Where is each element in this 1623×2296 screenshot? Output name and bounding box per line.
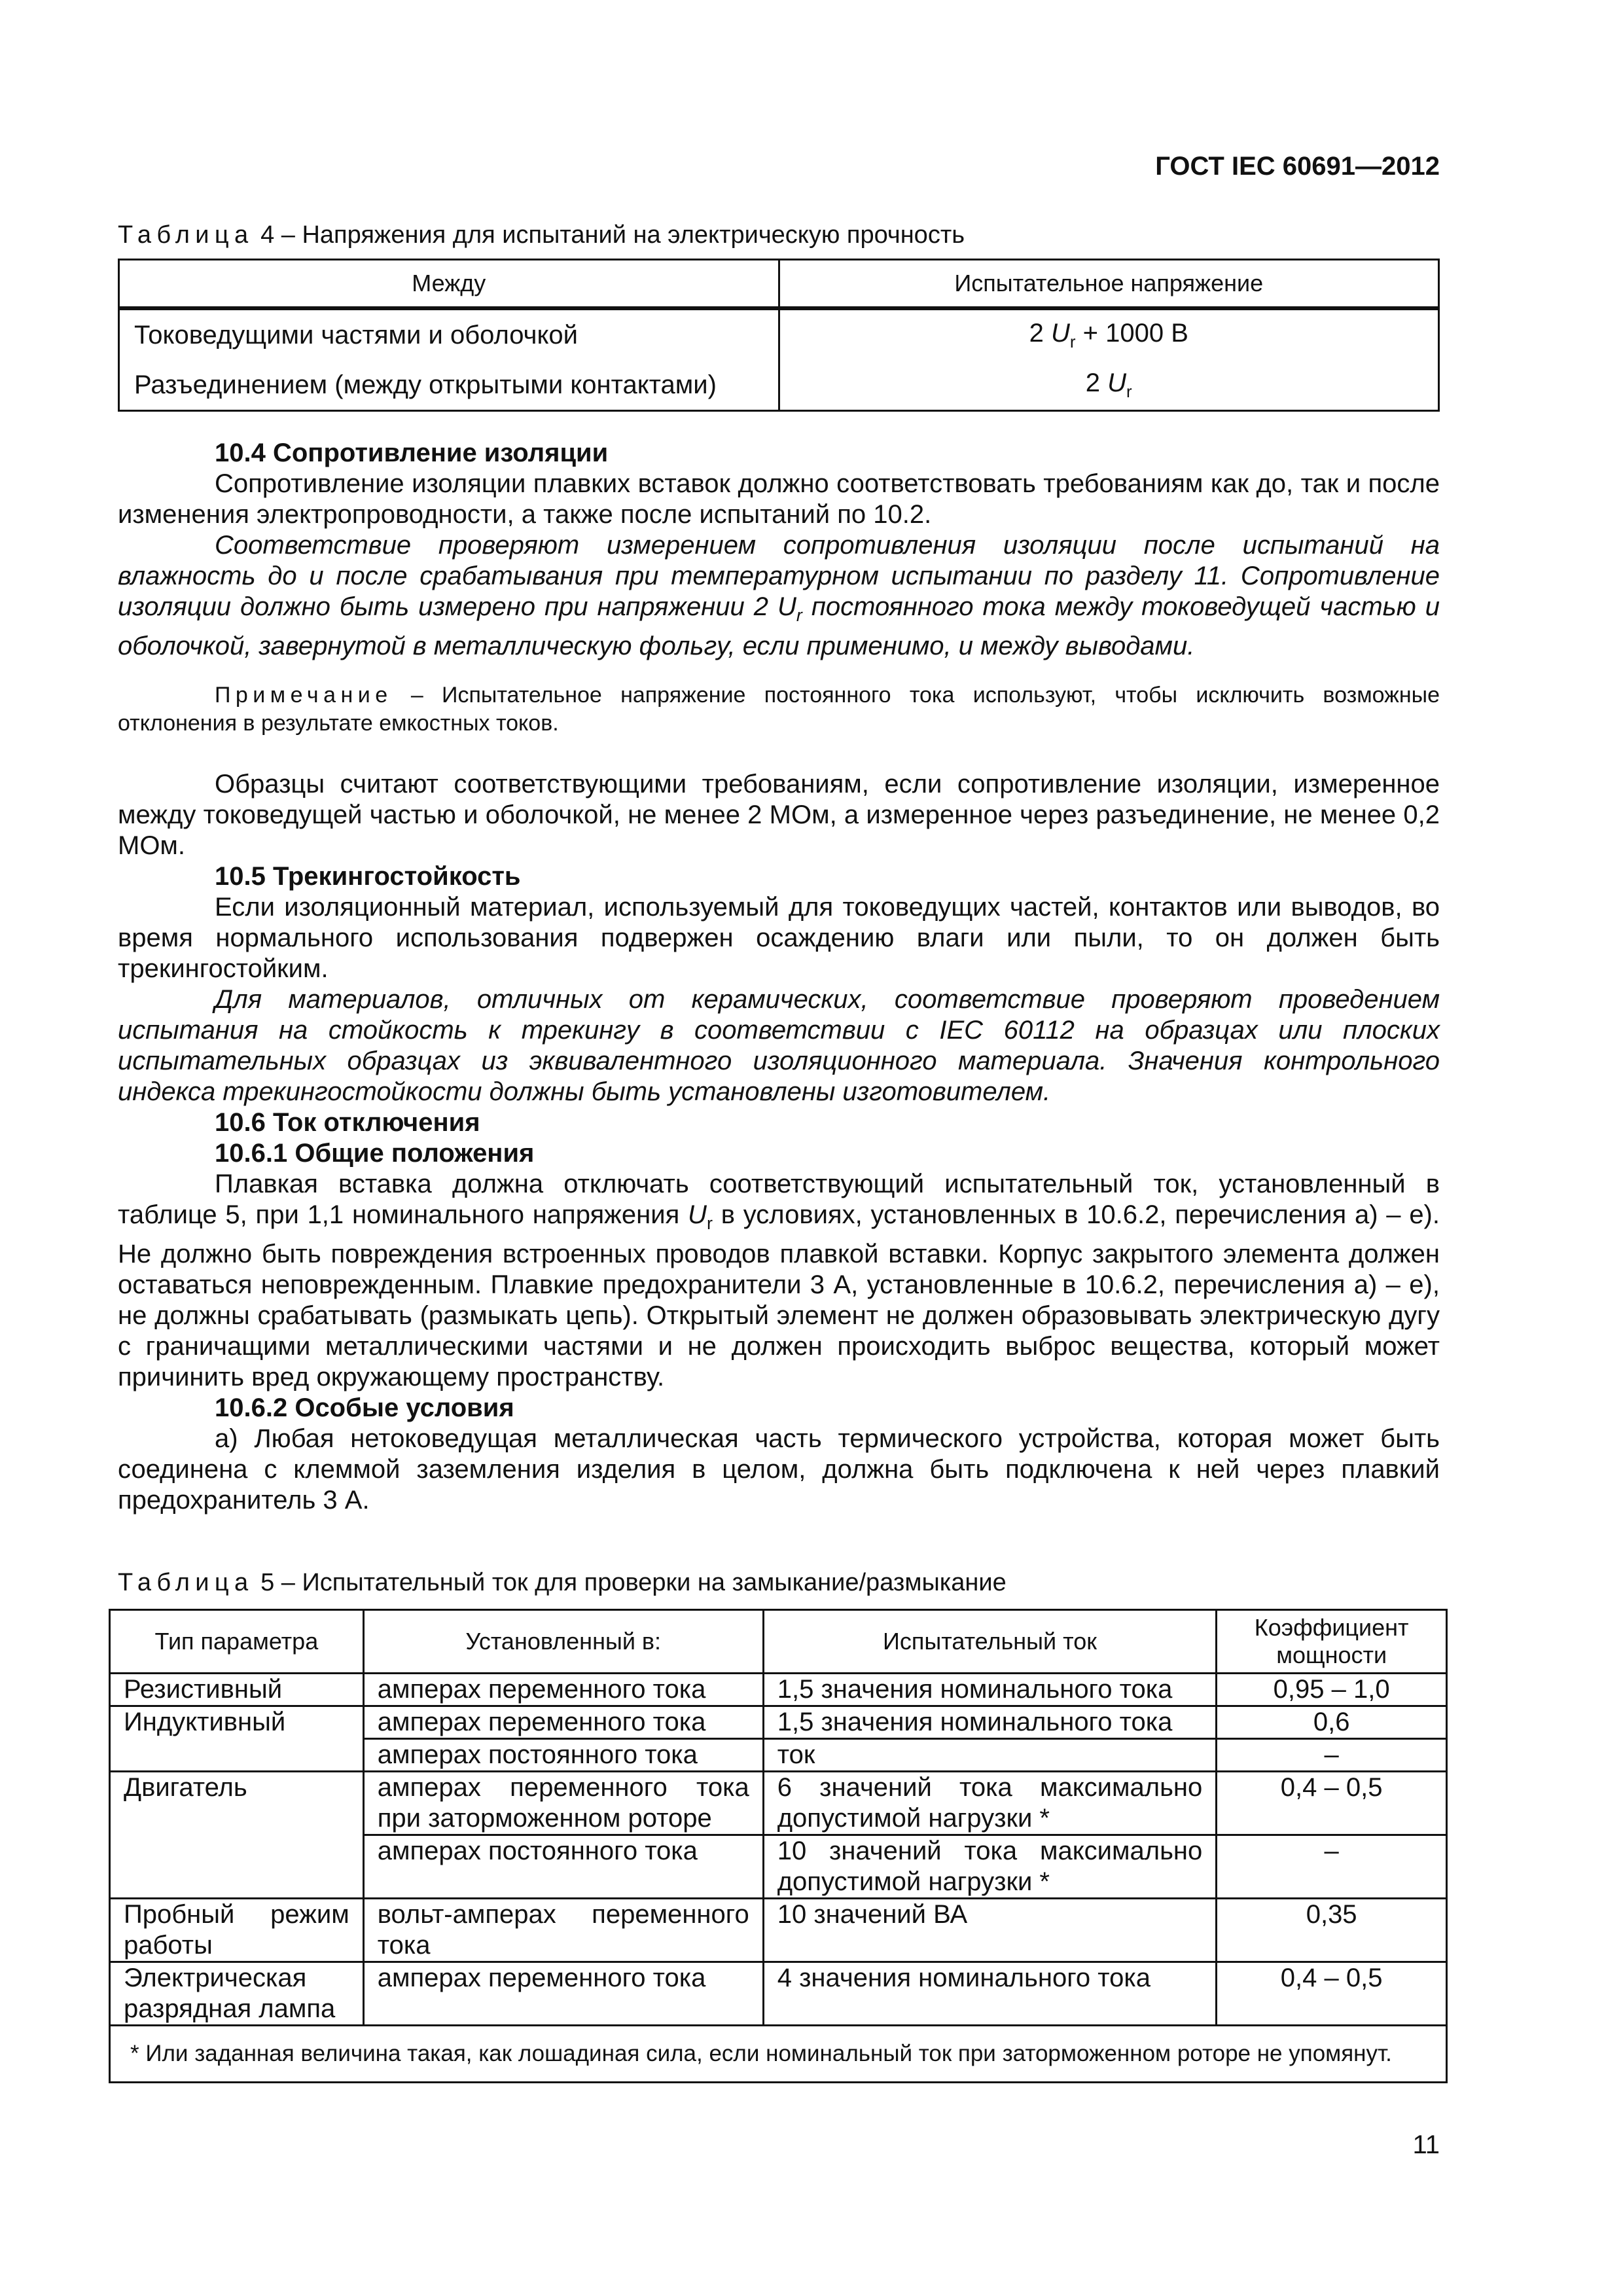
table4-cell-between: Токоведущими частями и оболочкой bbox=[119, 308, 779, 360]
table5-col-unit: Установленный в: bbox=[363, 1610, 763, 1674]
section-10-4-note: Примечание – Испытательное напряжение постоянного тока используют, чтобы исключить возможные отклонения в результате емкостных токов. bbox=[118, 683, 1440, 736]
table5-cell-current: 6 значений тока максимально допустимой нагрузки * bbox=[763, 1772, 1217, 1835]
section-10-6-2-paragraph: а) Любая нетоковедущая металлическая часть термического устройства, которая может быть соединена с клеммой заземления изделия в целом, должна быть подключена к ней через плавкий предохранитель 3 А. bbox=[118, 1424, 1440, 1515]
table4-cell-voltage: 2 $U_r + 1000$ В bbox=[779, 308, 1438, 360]
table5-col-current: Испытательный ток bbox=[763, 1610, 1217, 1674]
table5-caption bbox=[118, 1567, 1440, 1598]
section-10-6-1-paragraph: Плавкая вставка должна отключать соответствующий испытательный ток, установленный в таблице 5, при 1,1 номинального напряжения $U_r$ в условиях, установленных в 10.6.2, перечисления а) – е). Не должно быть повреждения встроенных проводов плавкой вставки. Корпус закрытого элемента должен оставаться неповрежденным. Плавкие предохранители 3 А, установленные в 10.6.2, перечисления а) – е), не должны срабатывать (размыкать цепь). Открытый элемент не должен образовывать электрическую дугу с граничащими металлическими частями и не должен происходить выброс вещества, который может причинить вред окружающему пространству. bbox=[118, 1170, 1440, 1391]
table4-caption bbox=[118, 219, 1440, 251]
document-id-header: ГОСТ IEC 60691—2012 bbox=[1155, 152, 1440, 181]
table5-cell-unit: амперах постоянного тока bbox=[363, 1835, 763, 1899]
table-row bbox=[119, 308, 1439, 360]
table-row bbox=[110, 1772, 1447, 1835]
table5-cell-unit: амперах переменного тока bbox=[363, 1674, 763, 1706]
table-row bbox=[110, 1706, 1447, 1739]
table-row bbox=[110, 1674, 1447, 1706]
table5-cell-pf: 0,4 – 0,5 bbox=[1217, 1772, 1447, 1835]
table5-cell-unit: амперах постоянного тока bbox=[363, 1739, 763, 1772]
table5-cell-current: 10 значений тока максимально допустимой нагрузки * bbox=[763, 1835, 1217, 1899]
table5-cell-current: 10 значений ВА bbox=[763, 1899, 1217, 1962]
table4-col-voltage: Испытательное напряжение bbox=[779, 260, 1438, 309]
table-row bbox=[110, 1835, 1447, 1899]
table5-cell-pf: 0,4 – 0,5 bbox=[1217, 1962, 1447, 2026]
section-10-6-title: 10.6 Ток отключения bbox=[215, 1108, 480, 1137]
section-10-5-paragraph: Если изоляционный материал, используемый для токоведущих частей, контактов или выводов, во время нормального использования подвержен осаждению влаги или пыли, то он должен быть трекингостойким. bbox=[118, 893, 1440, 983]
table-row bbox=[110, 1739, 1447, 1772]
table5-cell-pf: – bbox=[1217, 1739, 1447, 1772]
table5-cell-type: Двигатель bbox=[110, 1772, 364, 1835]
table5-footnote-row bbox=[110, 2026, 1447, 2083]
table5-cell-unit: амперах переменного тока bbox=[363, 1962, 763, 2026]
table5-cell-type: Резистивный bbox=[110, 1674, 364, 1706]
table5-cell-current: ток bbox=[763, 1739, 1217, 1772]
page-number: 11 bbox=[1412, 2130, 1440, 2159]
table4-cell-voltage: 2 $U_r$ bbox=[779, 360, 1438, 411]
table5-label: Таблица bbox=[118, 1569, 254, 1596]
table5-cell-unit: амперах переменного тока при заторможенном роторе bbox=[363, 1772, 763, 1835]
table5-col-type: Тип параметра bbox=[110, 1610, 364, 1674]
section-10-5-title: 10.5 Трекингостойкость bbox=[215, 862, 521, 891]
table5-header-row bbox=[110, 1610, 1447, 1674]
table5-cell-current: 4 значения номинального тока bbox=[763, 1962, 1217, 2026]
table5-cell-current: 1,5 значения номинального тока bbox=[763, 1674, 1217, 1706]
section-10-6-1-title: 10.6.1 Общие положения bbox=[215, 1139, 535, 1168]
table5 bbox=[109, 1609, 1448, 2083]
section-10-5-compliance: Для материалов, отличных от керамических, соответствие проверяют проведением испытания на стойкость к трекингу в соответствии с IEC 60112 на образцах или плоских испытательных образцах из эквивалентного изоляционного материала. Значения контрольного индекса трекингостойкости должны быть установлены изготовителем. bbox=[118, 985, 1440, 1106]
table5-cell-pf: 0,35 bbox=[1217, 1899, 1447, 1962]
table-row bbox=[119, 360, 1439, 411]
table5-cell-unit: амперах переменного тока bbox=[363, 1706, 763, 1739]
table5-cell-type: Пробный режим работы bbox=[110, 1899, 364, 1962]
section-10-4-title: 10.4 Сопротивление изоляции bbox=[215, 439, 609, 467]
section-10-4-criteria: Образцы считают соответствующими требованиям, если сопротивление изоляции, измеренное между токоведущей частью и оболочкой, не менее 2 МОм, а измеренное через разъединение, не менее 0,2 МОм. bbox=[118, 770, 1440, 860]
table-row bbox=[110, 1899, 1447, 1962]
table4-caption-text: 4 – Напряжения для испытаний на электрическую прочность bbox=[253, 221, 965, 249]
table4-cell-between: Разъединением (между открытыми контактами) bbox=[119, 360, 779, 411]
table5-col-power-factor: Коэффициент мощности bbox=[1217, 1610, 1447, 1674]
section-10-4-compliance: Соответствие проверяют измерением сопротивления изоляции после испытаний на влажность до и после срабатывания при температурном испытании по разделу 11. Сопротивление изоляции должно быть измерено при напряжении 2 $U_r$ постоянного тока между токоведущей частью и оболочкой, завернутой в металлическую фольгу, если применимо, и между выводами. bbox=[118, 531, 1440, 660]
table5-cell-pf: 0,95 – 1,0 bbox=[1217, 1674, 1447, 1706]
table4-label: Таблица bbox=[118, 221, 254, 249]
table5-cell-type bbox=[110, 1835, 364, 1899]
table4-header-row bbox=[119, 260, 1439, 309]
table5-footnote: * Или заданная величина такая, как лошадиная сила, если номинальный ток при заторможенном роторе не упомянут. bbox=[110, 2026, 1447, 2083]
table-row bbox=[110, 1962, 1447, 2026]
table5-cell-type: Электрическая разрядная лампа bbox=[110, 1962, 364, 2026]
table5-caption-text: 5 – Испытательный ток для проверки на замыкание/размыкание bbox=[253, 1569, 1007, 1596]
table5-cell-pf: – bbox=[1217, 1835, 1447, 1899]
table4-col-between: Между bbox=[119, 260, 779, 309]
table5-cell-unit: вольт-амперах переменного тока bbox=[363, 1899, 763, 1962]
section-10-6-2-title: 10.6.2 Особые условия bbox=[215, 1393, 514, 1422]
section-10-4-paragraph: Сопротивление изоляции плавких вставок должно соответствовать требованиям как до, так и после изменения электропроводности, а также после испытаний по 10.2. bbox=[118, 469, 1440, 529]
table4 bbox=[118, 259, 1440, 412]
table5-cell-type: Индуктивный bbox=[110, 1706, 364, 1739]
table5-cell-type bbox=[110, 1739, 364, 1772]
table5-cell-pf: 0,6 bbox=[1217, 1706, 1447, 1739]
table5-cell-current: 1,5 значения номинального тока bbox=[763, 1706, 1217, 1739]
body-text bbox=[118, 438, 1440, 1516]
